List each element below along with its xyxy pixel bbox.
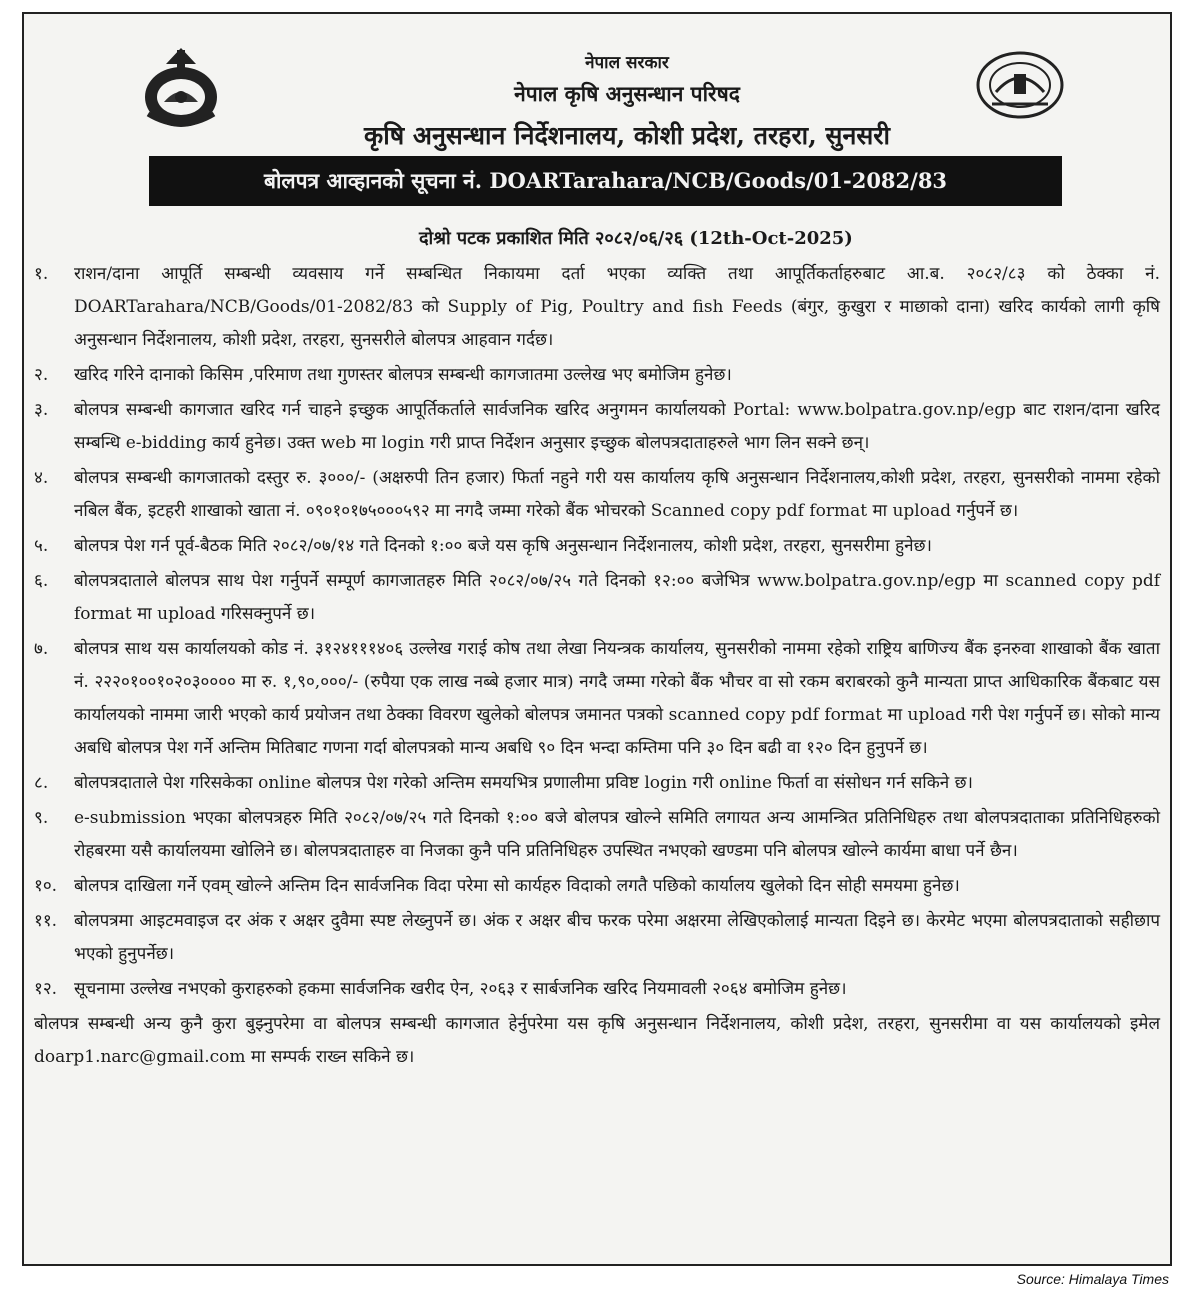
closing-note: बोलपत्र सम्बन्धी अन्य कुनै कुरा बुझ्नुपरेमा वा बोलपत्र सम्बन्धी कागजात हेर्नुपरेमा यस कृषि अनुसन्धान निर्देशनालय, कोशी प्रदेश, तरहरा, सुनसरीमा वा यस कार्यालयको इमेल doarp1.narc@gmail.com मा सम्पर्क राख्न सकिने छ। bbox=[34, 1014, 1160, 1067]
header-line-1: नेपाल सरकार bbox=[585, 53, 669, 73]
item-text: e-submission भएका बोलपत्रहरु मिति २०८२/०७/२५ गते दिनको १:०० बजे बोलपत्र खोल्ने समिति लगायत अन्य आमन्त्रित प्रतिनिधिहरु तथा बोलपत्रदाताका प्रतिनिधिहरुको रोहबरमा यसै कार्यालयमा खोलिने छ। बोलपत्रदाताहरु वा निजका कुनै पनि प्रतिनिधिहरु उपस्थित नभएको खण्डमा पनि बोलपत्र खोल्ने कार्यमा बाधा पर्ने छैन। bbox=[74, 808, 1160, 861]
notice-paper bbox=[22, 12, 1172, 1266]
item-number: ५. bbox=[34, 536, 49, 556]
item-text: बोलपत्र सम्बन्धी कागजातको दस्तुर रु. ३०००/- (अक्षरुपी तिन हजार) फिर्ता नहुने गरी यस कार्यालय कृषि अनुसन्धान निर्देशनालय,कोशी प्रदेश, तरहरा, सुनसरीको नाममा रहेको नबिल बैंक, इटहरी शाखाको खाता नं. ०९०१०१७५०००५९२ मा नगदै जम्मा गरेको बैंक भोचरको Scanned copy pdf format मा upload गर्नुपर्ने छ। bbox=[74, 468, 1160, 521]
item-number: १०. bbox=[34, 876, 58, 896]
item-number: ११. bbox=[34, 911, 58, 931]
list-item bbox=[34, 905, 1160, 971]
item-text: खरिद गरिने दानाको किसिम ,परिमाण तथा गुणस्तर बोलपत्र सम्बन्धी कागजातमा उल्लेख भए बमोजिम हुनेछ। bbox=[74, 365, 732, 385]
item-text: सूचनामा उल्लेख नभएको कुराहरुको हकमा सार्वजनिक खरीद ऐन, २०६३ र सार्बजनिक खरिद नियमावली २०६४ बमोजिम हुनेछ। bbox=[74, 979, 847, 999]
item-text: बोलपत्र सम्बन्धी कागजात खरिद गर्न चाहने इच्छुक आपूर्तिकर्ताले सार्वजनिक खरिद अनुगमन कार्यालयको Portal: www.bolpatra.gov.np/egp बाट राशन/दाना खरिद सम्बन्धि e-bidding कार्य हुनेछ। उक्त web मा login गरी प्राप्त निर्देशन अनुसार इच्छुक बोलपत्रदाताहरुले भाग लिन सक्ने छन्। bbox=[74, 400, 1160, 453]
item-number: ३. bbox=[34, 400, 49, 420]
item-number: ४. bbox=[34, 468, 49, 488]
notice-banner bbox=[149, 156, 1062, 206]
item-number: २. bbox=[34, 365, 49, 385]
item-number: ७. bbox=[34, 639, 49, 659]
item-number: १२. bbox=[34, 979, 58, 999]
item-number: ९. bbox=[34, 808, 49, 828]
list-item bbox=[34, 973, 1160, 1006]
publication-date: दोश्रो पटक प्रकाशित मिति २०८२/०६/२६ (12th-Oct-2025) bbox=[419, 228, 853, 249]
list-item bbox=[34, 462, 1160, 528]
list-item bbox=[34, 870, 1160, 903]
item-text: बोलपत्र पेश गर्न पूर्व-बैठक मिति २०८२/०७/१४ गते दिनको १:०० बजे यस कृषि अनुसन्धान निर्देशनालय, कोशी प्रदेश, तरहरा, सुनसरीमा हुनेछ। bbox=[74, 536, 932, 556]
item-text: राशन/दाना आपूर्ति सम्बन्धी व्यवसाय गर्ने सम्बन्धित निकायमा दर्ता भएका व्यक्ति तथा आपूर्तिकर्ताहरुबाट आ.ब. २०८२/८३ को ठेक्का नं. DOARTarahara/NCB/Goods/01-2082/83 को Supply of Pig, Poultry and fish Feeds (बंगुर, कुखुरा र माछाको दाना) खरिद कार्यको लागी कृषि अनुसन्धान निर्देशनालय, कोशी प्रदेश, तरहरा, सुनसरीले बोलपत्र आहवान गर्दछ। bbox=[74, 264, 1160, 350]
source-credit: Source: Himalaya Times bbox=[1016, 1271, 1169, 1287]
item-text: बोलपत्र दाखिला गर्ने एवम् खोल्ने अन्तिम दिन सार्वजनिक विदा परेमा सो कार्यहरु विदाको लगतै पछिको कार्यालय खुलेको दिन सोही समयमा हुनेछ। bbox=[74, 876, 960, 896]
notice-banner-text: बोलपत्र आव्हानको सूचना नं. DOARTarahara/NCB/Goods/01-2082/83 bbox=[263, 168, 948, 193]
item-text: बोलपत्रदाताले पेश गरिसकेका online बोलपत्र पेश गरेको अन्तिम समयभित्र प्रणालीमा प्रविष्ट login गरी online फिर्ता वा संसोधन गर्न सकिने छ। bbox=[74, 773, 973, 793]
item-number: ६. bbox=[34, 571, 49, 591]
item-text: बोलपत्र साथ यस कार्यालयको कोड नं. ३१२४१११४०६ उल्लेख गराई कोष तथा लेखा नियन्त्रक कार्यालय, सुनसरीको नाममा रहेको राष्ट्रिय बाणिज्य बैंक इनरुवा शाखाको बैंक खाता नं. २२२०१००१०२०३०००० मा रु. १,९०,०००/- (रुपैया एक लाख नब्बे हजार मात्र) नगदै जम्मा गरेको बैंक भौचर वा सो रकम बराबरको कुनै मान्यता प्राप्त आधिकारिक बैंकबाट यस कार्यालयको नाममा जारी भएको कार्य प्रयोजन तथा ठेक्का विवरण खुलेको बोलपत्र जमानत पत्रको scanned copy pdf format मा upload गरी पेश गर्नुपर्ने छ। सोको मान्य अबधि बोलपत्र पेश गर्ने अन्तिम मितिबाट गणना गर्दा बोलपत्रको मान्य अबधि ९० दिन भन्दा कम्तिमा पनि ३० दिन बढी वा १२० दिन हुनुपर्ने छ। bbox=[74, 639, 1160, 758]
list-item bbox=[34, 258, 1160, 357]
list-item bbox=[34, 565, 1160, 631]
item-number: ८. bbox=[34, 773, 49, 793]
item-text: बोलपत्रमा आइटमवाइज दर अंक र अक्षर दुवैमा स्पष्ट लेख्नुपर्ने छ। अंक र अक्षर बीच फरक परेमा अक्षरमा लेखिएकोलाई मान्यता दिइने छ। केरमेट भएमा बोलपत्रदाताको सहीछाप भएको हुनुपर्नेछ। bbox=[74, 911, 1160, 964]
list-item bbox=[34, 633, 1160, 765]
item-text: बोलपत्रदाताले बोलपत्र साथ पेश गर्नुपर्ने सम्पूर्ण कागजातहरु मिति २०८२/०७/२५ गते दिनको १२:०० बजेभित्र www.bolpatra.gov.np/egp मा scanned copy pdf format मा upload गरिसक्नुपर्ने छ। bbox=[74, 571, 1160, 624]
list-item bbox=[34, 802, 1160, 868]
header-line-2: नेपाल कृषि अनुसन्धान परिषद bbox=[514, 81, 740, 106]
list-item bbox=[34, 394, 1160, 460]
header-line-3: कृषि अनुसन्धान निर्देशनालय, कोशी प्रदेश, तरहरा, सुनसरी bbox=[364, 121, 890, 150]
list-item bbox=[34, 359, 1160, 392]
notice-body bbox=[34, 258, 1160, 1074]
list-item bbox=[34, 767, 1160, 800]
item-number: १. bbox=[34, 264, 49, 284]
list-item bbox=[34, 530, 1160, 563]
